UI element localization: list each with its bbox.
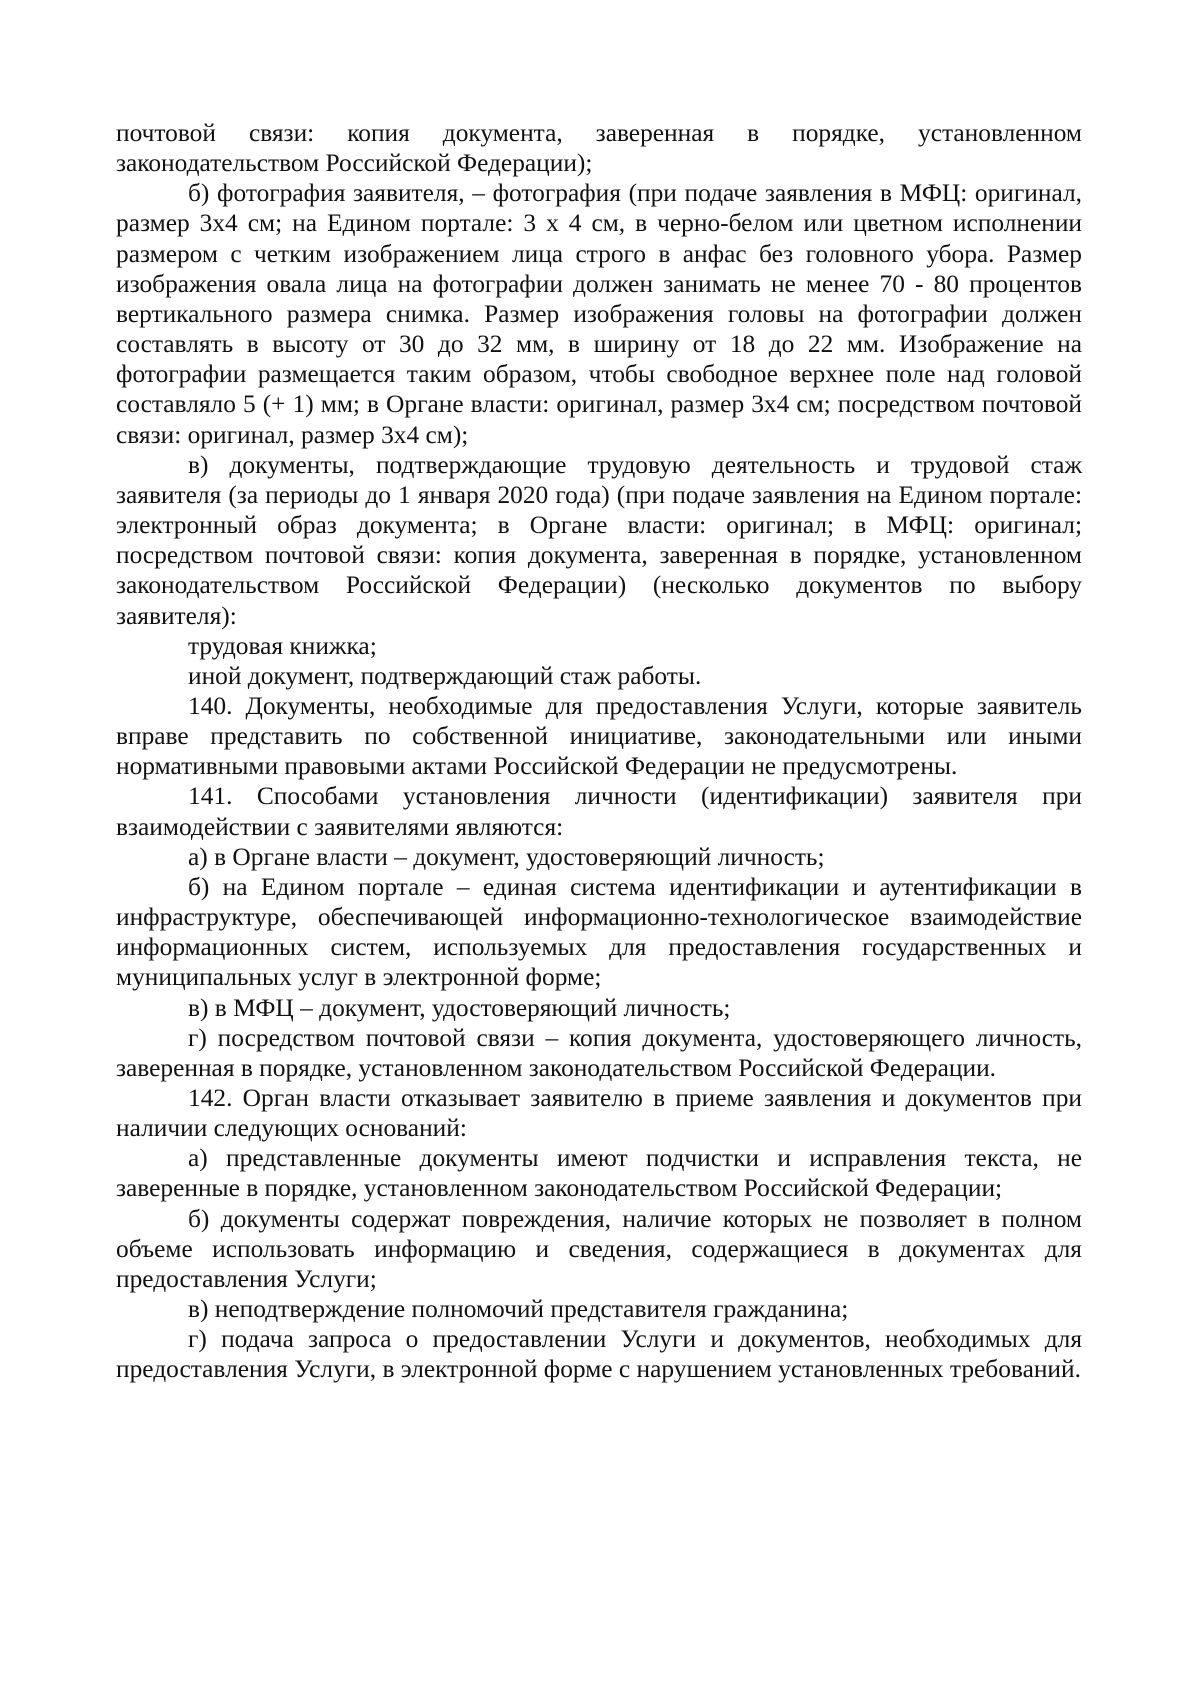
paragraph-142-g: г) подача запроса о предоставлении Услуги и документов, необходимых для предоставления Услуги, в электронной форме с нарушением установленных требований. — [116, 1325, 1082, 1384]
paragraph-141-g: г) посредством почтовой связи – копия документа, удостоверяющего личность, заверенная в порядке, установленном законодательством Российской Федерации. — [116, 1023, 1082, 1082]
paragraph-employment-documents: в) документы, подтверждающие трудовую деятельность и трудовой стаж заявителя (за периоды до 1 января 2020 года) (при подаче заявления на Едином портале: электронный образ документа; в Органе власти: оригинал; в МФЦ: оригинал; посредством почтовой связи: копия документа, заверенная в порядке, установленном законодательством Российской Федерации) (несколько документов по выбору заявителя): — [116, 450, 1082, 630]
paragraph-141-b: б) на Едином портале – единая система идентификации и аутентификации в инфраструктуре, обеспечивающей информационно-технологическое взаимодействие информационных систем, используемых для предоставления государственных и муниципальных услуг в электронной форме; — [116, 872, 1082, 992]
paragraph-142-b: б) документы содержат повреждения, наличие которых не позволяет в полном объеме использовать информацию и сведения, содержащиеся в документах для предоставления Услуги; — [116, 1204, 1082, 1293]
paragraph-142-v: в) неподтверждение полномочий представителя гражданина; — [188, 1295, 849, 1324]
paragraph-141-a: а) в Органе власти – документ, удостоверяющий личность; — [188, 842, 825, 871]
paragraph-postal-copy-continuation: почтовой связи: копия документа, заверенная в порядке, установленном законодательством Российской Федерации); — [116, 119, 1082, 178]
paragraph-applicant-photo: б) фотография заявителя, – фотография (при подаче заявления в МФЦ: оригинал, размер 3х4 см; на Едином портале: 3 х 4 см, в черно-белом или цветном исполнении размером с четким изображением лица строго в анфас без головного убора. Размер изображения овала лица на фотографии должен занимать не менее 70 - 80 процентов вертикального размера снимка. Размер изображения головы на фотографии должен составлять в высоту от 30 до 32 мм, в ширину от 18 до 22 мм. Изображение на фотографии размещается таким образом, чтобы свободное верхнее поле над головой составляло 5 (+ 1) мм; в Органе власти: оригинал, размер 3х4 см; посредством почтовой связи: оригинал, размер 3х4 см); — [116, 179, 1082, 449]
paragraph-142: 142. Орган власти отказывает заявителю в приеме заявления и документов при наличии следующих оснований: — [116, 1084, 1082, 1143]
paragraph-other-service-document: иной документ, подтверждающий стаж работы. — [188, 661, 702, 690]
document-page — [116, 118, 1082, 1385]
paragraph-work-book: трудовая книжка; — [188, 631, 377, 660]
paragraph-142-a: а) представленные документы имеют подчистки и исправления текста, не заверенные в порядке, установленном законодательством Российской Федерации; — [116, 1144, 1082, 1203]
paragraph-141: 141. Способами установления личности (идентификации) заявителя при взаимодействии с заявителями являются: — [116, 782, 1082, 841]
paragraph-141-v: в) в МФЦ – документ, удостоверяющий личность; — [188, 993, 731, 1022]
paragraph-140: 140. Документы, необходимые для предоставления Услуги, которые заявитель вправе представить по собственной инициативе, законодательными или иными нормативными правовыми актами Российской Федерации не предусмотрены. — [116, 691, 1082, 781]
